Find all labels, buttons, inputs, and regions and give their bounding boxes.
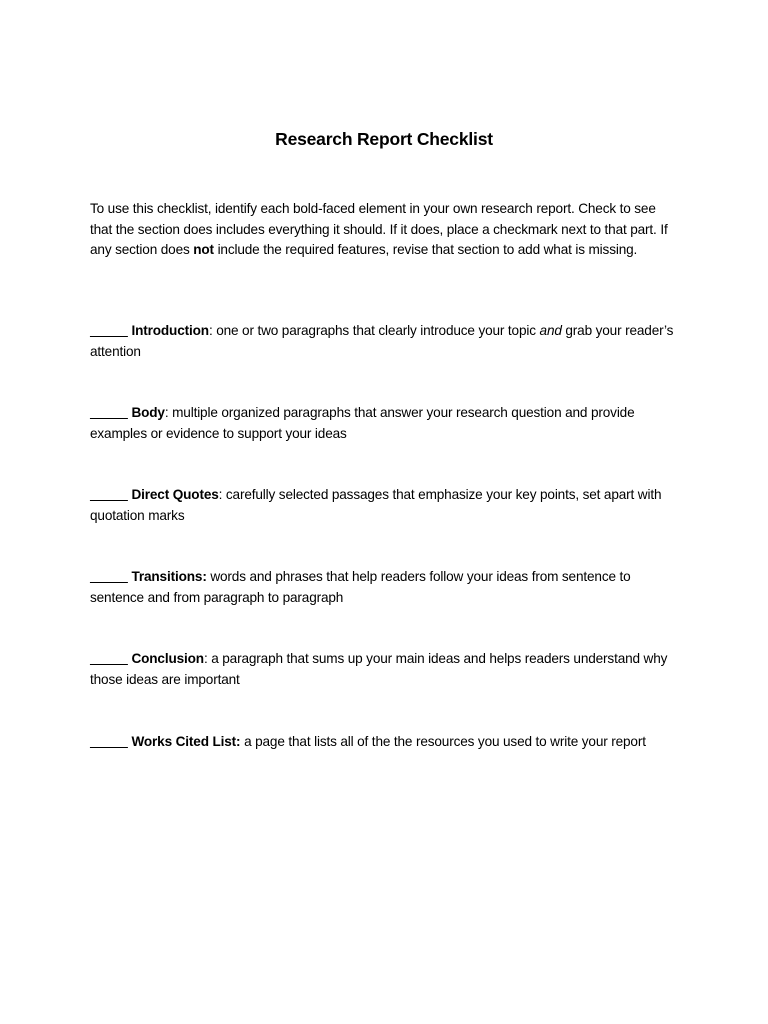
item-term: Body <box>131 405 165 420</box>
item-description: multiple organized paragraphs that answer your research question and provide examples or evidence to support your ideas <box>90 405 635 441</box>
intro-text-2: include the required features, revise that section to add what is missing. <box>213 242 638 257</box>
item-description: carefully selected passages that emphasize your key points, set apart with quotation marks <box>90 487 662 523</box>
item-description-end: grab your reader’s attention <box>90 323 674 359</box>
item-term: Works Cited List: <box>131 734 241 749</box>
check-blank: _____ <box>90 569 128 584</box>
item-separator: : <box>218 487 226 502</box>
check-blank: _____ <box>90 323 128 338</box>
item-term: Introduction <box>131 323 209 338</box>
intro-text-1: To use this checklist, identify each bold-faced element in your own research report. Check to see that the section does includes everything it should. If it does, place a checkmark next to that part. If any section does <box>90 201 668 257</box>
item-description: one or two paragraphs that clearly introduce your topic <box>216 323 540 338</box>
item-term: Direct Quotes <box>131 487 219 502</box>
item-description: a paragraph that sums up your main ideas and helps readers understand why those ideas are important <box>90 651 668 687</box>
checklist-item-body <box>90 402 682 444</box>
intro-emphasis: not <box>193 242 214 257</box>
item-description: words and phrases that help readers follow your ideas from sentence to sentence and from paragraph to paragraph <box>90 569 631 605</box>
check-blank: _____ <box>90 734 128 749</box>
check-blank: _____ <box>90 487 128 502</box>
check-blank: _____ <box>90 405 128 420</box>
item-separator: : <box>164 405 173 420</box>
checklist-item-direct-quotes <box>90 484 682 526</box>
item-description-italic: and <box>539 323 562 338</box>
item-separator: : <box>203 651 212 666</box>
checklist-item-conclusion <box>90 648 682 690</box>
item-description: a page that lists all of the the resources you used to write your report <box>244 734 646 749</box>
intro-paragraph <box>90 199 680 261</box>
checklist-item-works-cited <box>90 731 682 752</box>
item-term: Transitions: <box>131 569 207 584</box>
item-separator: : <box>208 323 217 338</box>
checklist-item-transitions <box>90 566 682 608</box>
page-title: Research Report Checklist <box>275 129 493 149</box>
checklist-item-introduction <box>90 320 682 362</box>
check-blank: _____ <box>90 651 128 666</box>
item-term: Conclusion <box>131 651 204 666</box>
